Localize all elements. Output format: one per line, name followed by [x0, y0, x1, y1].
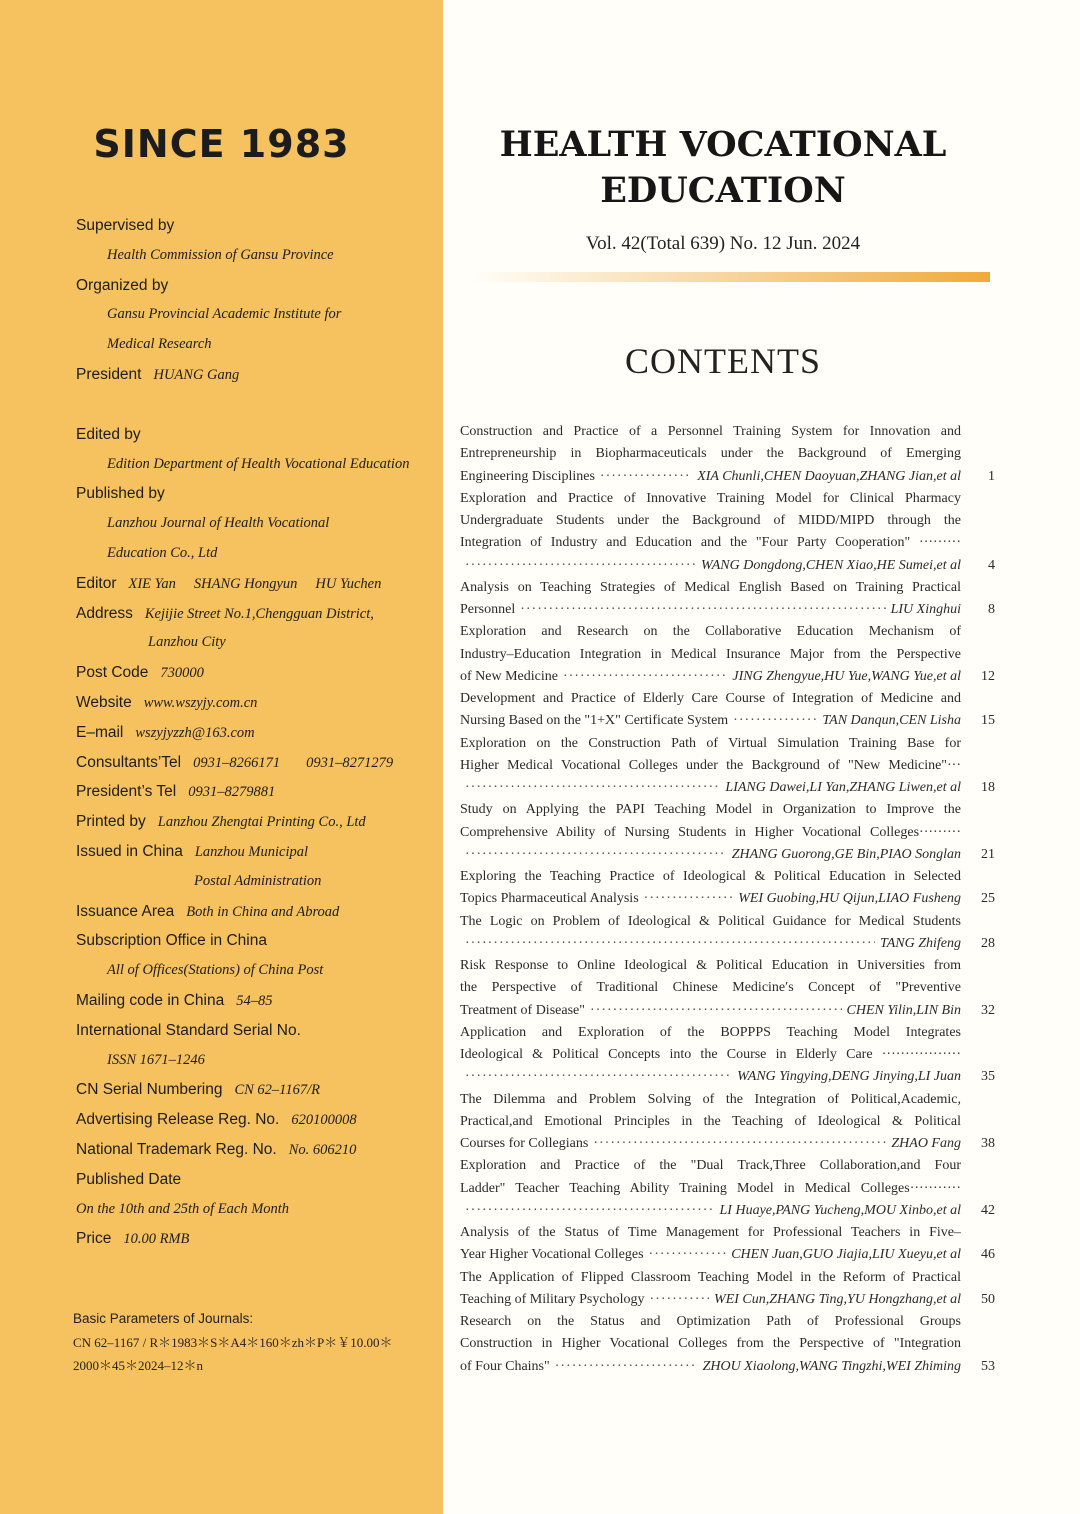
toc-entry[interactable]	[460, 1022, 995, 1089]
toc-dot-leader	[590, 1000, 842, 1022]
toc-dot-leader	[465, 844, 727, 866]
postcode-row	[76, 658, 436, 688]
toc-title-line: Analysis of the Status of Time Management for Professional Teachers in Five–	[460, 1225, 961, 1240]
toc-entry[interactable]	[460, 1155, 995, 1222]
toc-entry[interactable]	[460, 866, 995, 911]
price-label: Price	[76, 1230, 112, 1248]
edited-value: Edition Department of Health Vocational Education	[107, 455, 410, 472]
toc-dot-leader	[465, 777, 720, 799]
toc-authors: LIANG Dawei,LI Yan,ZHANG Liwen,et al	[725, 780, 961, 795]
toc-title-line: Higher Medical Vocational Colleges under the Background of "New Medicine"···	[460, 757, 961, 773]
cn-label: CN Serial Numbering	[76, 1081, 223, 1099]
subscription-label: Subscription Office in China	[76, 932, 267, 950]
toc-title-line: Analysis on Teaching Strategies of Medical English Based on Training Practical	[460, 579, 961, 595]
toc-page-number: 32	[981, 1002, 995, 1018]
toc-dot-leader	[465, 933, 875, 955]
ad-label: Advertising Release Reg. No.	[76, 1111, 280, 1129]
toc-authors: WEI Guobing,HU Qijun,LIAO Fusheng	[738, 891, 961, 907]
consultants-row	[76, 748, 436, 778]
toc-page-number: 21	[981, 846, 995, 862]
postcode-label: Post Code	[76, 664, 149, 682]
organized-value-1: Gansu Provincial Academic Institute for	[107, 306, 342, 323]
area-row	[76, 897, 436, 927]
toc-authors: XIA Chunli,CHEN Daoyuan,ZHANG Jian,et al	[697, 468, 961, 484]
toc-title-line: Risk Response to Online Ideological & Political Education in Universities from	[460, 958, 961, 973]
toc-authors: TANG Zhifeng	[879, 935, 961, 951]
issn-label: International Standard Serial No.	[76, 1021, 301, 1039]
postcode-value: 730000	[160, 665, 204, 682]
toc-dot-leader	[465, 1066, 732, 1088]
printed-row	[76, 807, 436, 837]
issued-label: Issued in China	[76, 842, 183, 860]
website-row	[76, 688, 436, 718]
toc-page-number: 38	[981, 1136, 995, 1151]
contents-heading: CONTENTS	[625, 341, 821, 381]
address-row	[76, 599, 436, 629]
toc-page-number: 8	[988, 602, 995, 617]
editor-row	[76, 569, 436, 599]
toc-title-line: of Four Chains"	[460, 1358, 550, 1374]
toc-entry[interactable]	[460, 688, 995, 733]
date-value: On the 10th and 25th of Each Month	[76, 1200, 290, 1217]
toc-entry[interactable]	[460, 799, 995, 866]
toc-entry[interactable]	[460, 488, 995, 577]
params-line-1: CN 62–1167 / R＊1983＊S＊A4＊160＊zh＊P＊￥10.00＊	[73, 1335, 393, 1350]
toc-authors: ZHOU Xiaolong,WANG Tingzhi,WEI Zhiming	[702, 1358, 961, 1374]
issn-row	[76, 1016, 436, 1046]
website-value: www.wszyjy.com.cn	[143, 694, 258, 711]
toc-title-line: Research on the Status and Optimization Path of Professional Groups	[460, 1314, 961, 1329]
toc-entry[interactable]	[460, 577, 995, 622]
trademark-row	[76, 1135, 436, 1165]
toc-title-line: Industry–Education Integration in Medical Insurance Major from the Perspective	[460, 646, 961, 662]
volume-line: Vol. 42(Total 639) No. 12 Jun. 2024	[585, 233, 861, 254]
cn-row	[76, 1075, 436, 1105]
presidents-tel-label: President’s Tel	[76, 783, 177, 801]
toc-dot-leader	[520, 599, 885, 621]
toc-title-line: Courses for Collegians	[460, 1136, 589, 1151]
toc-page-number: 50	[981, 1291, 995, 1307]
toc-authors: ZHAO Fang	[891, 1136, 961, 1151]
journal-info	[76, 211, 436, 1254]
email-row	[76, 718, 436, 748]
toc-title-line: of New Medicine	[460, 668, 558, 684]
toc-dot-leader	[650, 1289, 710, 1311]
cn-value: CN 62–1167/R	[234, 1082, 320, 1099]
organized-value-2: Medical Research	[107, 336, 212, 353]
toc-title-line: Exploration and Practice of the "Dual Track,Three Collaboration,and Four	[460, 1158, 961, 1174]
supervised-value: Health Commission of Gansu Province	[107, 246, 334, 263]
toc-title-line: Ladder" Teacher Teaching Ability Training Model in Medical Colleges···········	[460, 1180, 961, 1196]
journal-title	[443, 122, 1003, 214]
supervised-label: Supervised by	[76, 217, 175, 234]
mailing-label: Mailing code in China	[76, 991, 225, 1009]
toc-authors: CHEN Juan,GUO Jiajia,LIU Xueyu,et al	[731, 1247, 961, 1263]
toc-dot-leader	[465, 555, 696, 577]
toc-authors: WANG Dongdong,CHEN Xiao,HE Sumei,et al	[701, 557, 961, 573]
toc-title-line: Integration of Industry and Education and the "Four Party Cooperation" ·········	[460, 535, 961, 551]
toc-dot-leader	[593, 1133, 886, 1155]
email-label: E–mail	[76, 723, 124, 741]
consultants-value-1: 0931–8266171	[193, 754, 281, 771]
toc-title-line: Construction in Higher Vocational Colleges from the Perspective of "Integration	[460, 1336, 961, 1352]
toc-authors: JING Zhengyue,HU Yue,WANG Yue,et al	[732, 668, 961, 684]
params-title: Basic Parameters of Journals:	[73, 1311, 254, 1326]
toc-authors: TAN Danqun,CEN Lisha	[822, 713, 961, 729]
toc-title-line: Year Higher Vocational Colleges	[460, 1247, 644, 1263]
toc-title-line: The Application of Flipped Classroom Teaching Model in the Reform of Practical	[460, 1269, 961, 1285]
edited-row	[76, 420, 436, 450]
toc-dot-leader	[465, 1200, 715, 1222]
toc-entry[interactable]	[460, 421, 995, 488]
toc-page-number: 28	[981, 935, 995, 951]
area-value: Both in China and Abroad	[186, 903, 340, 920]
toc-title-line: Treatment of Disease"	[460, 1002, 585, 1018]
toc-title-line: Topics Pharmaceutical Analysis	[460, 891, 639, 907]
presidents-tel-value: 0931–8279881	[188, 784, 276, 801]
toc-title-line: Personnel	[460, 602, 516, 617]
journal-title-line-1: HEALTH VOCATIONAL	[499, 124, 947, 165]
gradient-divider	[470, 272, 990, 282]
date-label: Published Date	[76, 1170, 182, 1188]
price-row	[76, 1224, 436, 1254]
toc-page-number: 42	[981, 1202, 995, 1218]
toc-title-line: Construction and Practice of a Personnel Training System for Innovation and	[460, 424, 961, 439]
toc-page-number: 18	[981, 780, 995, 795]
toc-authors: LIU Xinghui	[890, 602, 961, 617]
issued-value-2: Postal Administration	[194, 872, 322, 889]
toc-entry[interactable]	[460, 1222, 995, 1267]
editor-value-3: HU Yuchen	[315, 575, 382, 592]
toc-title-line: Undergraduate Students under the Background of MIDD/MIPD through the	[460, 513, 961, 528]
toc-entry[interactable]	[460, 1311, 995, 1378]
toc-title-line: Engineering Disciplines	[460, 468, 595, 484]
toc-entry[interactable]	[460, 1267, 995, 1312]
toc-entry[interactable]	[460, 955, 995, 1022]
editor-value-2: SHANG Hongyun	[193, 575, 298, 592]
organized-row	[76, 271, 436, 301]
ad-row	[76, 1105, 436, 1135]
basic-parameters	[73, 1307, 433, 1377]
organized-label: Organized by	[76, 276, 169, 294]
toc-entry[interactable]	[460, 621, 995, 688]
toc-page-number: 53	[981, 1358, 995, 1374]
president-label: President	[76, 365, 142, 383]
toc-title-line: the Perspective of Traditional Chinese Medicine′s Concept of "Preventive	[460, 980, 961, 996]
president-value: HUANG Gang	[153, 366, 240, 383]
toc-title-line: The Dilemma and Problem Solving of the Integration of Political,Academic,	[460, 1091, 961, 1107]
toc-title-line: The Logic on Problem of Ideological & Political Guidance for Medical Students	[460, 913, 961, 929]
toc-title-line: Development and Practice of Elderly Care Course of Integration of Medicine and	[460, 691, 961, 706]
toc-title-line: Nursing Based on the "1+X" Certificate System	[460, 713, 729, 729]
toc-authors: WANG Yingying,DENG Jinying,LI Juan	[737, 1069, 961, 1085]
toc-page-number: 4	[988, 557, 995, 573]
toc-authors: CHEN Yilin,LIN Bin	[846, 1002, 961, 1018]
toc-title-line: Exploring the Teaching Practice of Ideological & Political Education in Selected	[460, 869, 961, 884]
area-label: Issuance Area	[76, 902, 175, 920]
toc-dot-leader	[733, 710, 817, 732]
toc-dot-leader	[563, 666, 727, 688]
left-info-panel	[0, 0, 443, 1514]
toc-entry[interactable]	[460, 1089, 995, 1156]
address-label: Address	[76, 604, 133, 622]
toc-dot-leader	[644, 888, 734, 910]
consultants-value-2: 0931–8271279	[306, 754, 394, 771]
toc-title-line: Teaching of Military Psychology	[460, 1291, 645, 1307]
published-value-2: Education Co., Ltd	[107, 544, 218, 561]
toc-dot-leader	[649, 1244, 727, 1266]
toc-title-line: Application and Exploration of the BOPPPS Teaching Model Integrates	[460, 1024, 961, 1040]
toc-page-number: 25	[981, 891, 995, 907]
subscription-value: All of Offices(Stations) of China Post	[107, 962, 324, 979]
supervised-row	[76, 211, 436, 241]
toc-title-line: Exploration and Research on the Collaborative Education Mechanism of	[460, 624, 961, 640]
toc-authors: ZHANG Guorong,GE Bin,PIAO Songlan	[731, 846, 961, 862]
toc-dot-leader	[600, 466, 692, 488]
toc-title-line: Ideological & Political Concepts into the Course in Elderly Care ·················	[460, 1047, 961, 1062]
toc-title-line: Entrepreneurship in Biopharmaceuticals under the Background of Emerging	[460, 446, 961, 462]
date-row	[76, 1165, 436, 1195]
toc-page-number: 1	[988, 468, 995, 484]
toc-title-line: Comprehensive Ability of Nursing Students in Higher Vocational Colleges·········	[460, 824, 961, 840]
toc-entry[interactable]	[460, 911, 995, 956]
published-row	[76, 479, 436, 509]
president-row	[76, 360, 436, 390]
edited-label: Edited by	[76, 425, 141, 443]
issued-value-1: Lanzhou Municipal	[194, 843, 309, 860]
editor-label: Editor	[76, 574, 117, 592]
toc-page-number: 35	[981, 1069, 995, 1085]
toc-page-number: 15	[981, 713, 995, 729]
journal-title-line-2: EDUCATION	[600, 170, 846, 211]
presidents-tel-row	[76, 777, 436, 807]
website-label: Website	[76, 693, 132, 711]
printed-value: Lanzhou Zhengtai Printing Co., Ltd	[157, 814, 366, 831]
issn-value: ISSN 1671–1246	[107, 1051, 205, 1068]
since-heading: SINCE 1983	[93, 122, 350, 166]
toc-dot-leader	[555, 1356, 698, 1378]
mailing-row	[76, 986, 436, 1016]
published-label: Published by	[76, 485, 165, 503]
subscription-row	[76, 926, 436, 956]
editor-value-1: XIE Yan	[128, 575, 176, 592]
trademark-label: National Trademark Reg. No.	[76, 1140, 277, 1158]
ad-value: 620100008	[291, 1112, 357, 1129]
toc-entry[interactable]	[460, 733, 995, 800]
issued-row	[76, 837, 436, 867]
consultants-label: Consultants’Tel	[76, 753, 182, 771]
price-value: 10.00 RMB	[123, 1231, 190, 1248]
toc-title-line: Practical,and Emotional Principles in the Teaching of Ideological & Political	[460, 1113, 961, 1129]
address-value-2: Lanzhou City	[148, 634, 226, 651]
toc-title-line: Exploration on the Construction Path of Virtual Simulation Training Base for	[460, 735, 961, 751]
email-value: wszyjyzzh@163.com	[135, 724, 255, 741]
toc-page-number: 12	[981, 668, 995, 684]
address-value-1: Kejijie Street No.1,Chengguan District,	[144, 605, 374, 622]
toc-title-line: Exploration and Practice of Innovative Training Model for Clinical Pharmacy	[460, 490, 961, 506]
toc-page-number: 46	[981, 1247, 995, 1263]
published-value-1: Lanzhou Journal of Health Vocational	[107, 515, 330, 532]
trademark-value: No. 606210	[288, 1141, 357, 1158]
printed-label: Printed by	[76, 813, 146, 831]
params-line-2: 2000＊45＊2024–12＊n	[73, 1358, 204, 1373]
toc-authors: LI Huaye,PANG Yucheng,MOU Xinbo,et al	[719, 1202, 961, 1218]
toc-title-line: Study on Applying the PAPI Teaching Model in Organization to Improve the	[460, 802, 961, 818]
table-of-contents	[460, 421, 995, 1378]
mailing-value: 54–85	[236, 992, 273, 1009]
toc-authors: WEI Cun,ZHANG Ting,YU Hongzhang,et al	[714, 1291, 961, 1307]
